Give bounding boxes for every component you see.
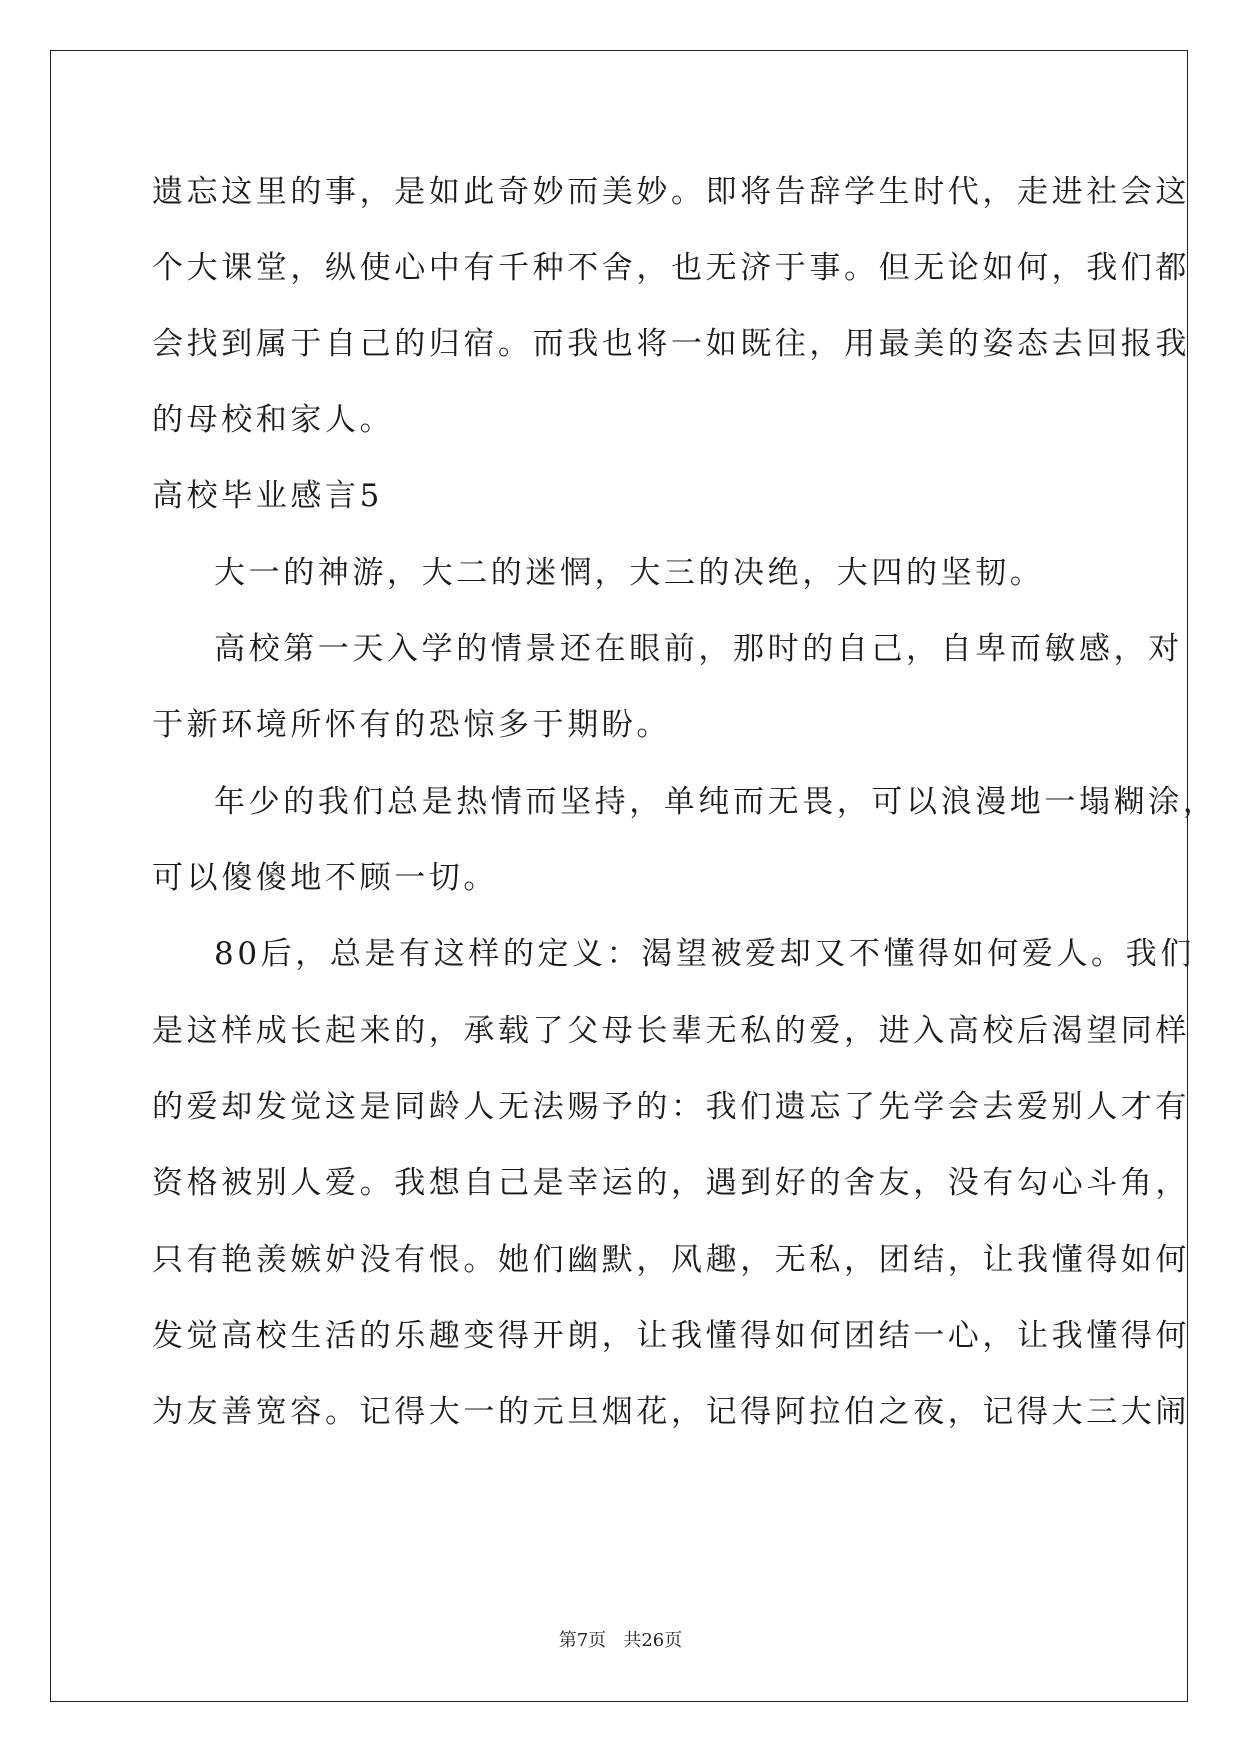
text-line: 大一的神游，大二的迷惘，大三的决绝，大四的坚韧。 (214, 555, 1045, 591)
page-footer: 第7页 共26页 (558, 1630, 683, 1651)
text-line: 于新环境所怀有的恐惊多于期盼。 (152, 707, 671, 743)
text-line: 可以傻傻地不顾一切。 (152, 860, 498, 896)
text-line: 遗忘这里的事，是如此奇妙而美妙。即将告辞学生时代，走进社会这 (152, 174, 1190, 210)
section-heading: 高校毕业感言5 (152, 478, 383, 514)
text-line: 80后，总是有这样的定义：渴望被爱却又不懂得如何爱人。我们 (214, 936, 1195, 972)
text-line: 会找到属于自己的归宿。而我也将一如既往，用最美的姿态去回报我 (152, 326, 1190, 362)
text-line: 只有艳羡嫉妒没有恨。她们幽默，风趣，无私，团结，让我懂得如何 (152, 1242, 1190, 1278)
text-line: 年少的我们总是热情而坚持，单纯而无畏，可以浪漫地一塌糊涂， (214, 784, 1218, 820)
text-line: 个大课堂，纵使心中有千种不舍，也无济于事。但无论如何，我们都 (152, 250, 1190, 286)
text-line: 发觉高校生活的乐趣变得开朗，让我懂得如何团结一心，让我懂得何 (152, 1318, 1190, 1354)
text-line: 是这样成长起来的，承载了父母长辈无私的爱，进入高校后渴望同样 (152, 1013, 1190, 1049)
text-line: 的爱却发觉这是同龄人无法赐予的：我们遗忘了先学会去爱别人才有 (152, 1089, 1190, 1125)
text-line: 高校第一天入学的情景还在眼前，那时的自己，自卑而敏感，对 (214, 631, 1183, 667)
text-line: 为友善宽容。记得大一的元旦烟花，记得阿拉伯之夜，记得大三大闹 (152, 1394, 1190, 1430)
text-line: 资格被别人爱。我想自己是幸运的，遇到好的舍友，没有勾心斗角， (152, 1165, 1190, 1201)
text-line: 的母校和家人。 (152, 402, 395, 438)
